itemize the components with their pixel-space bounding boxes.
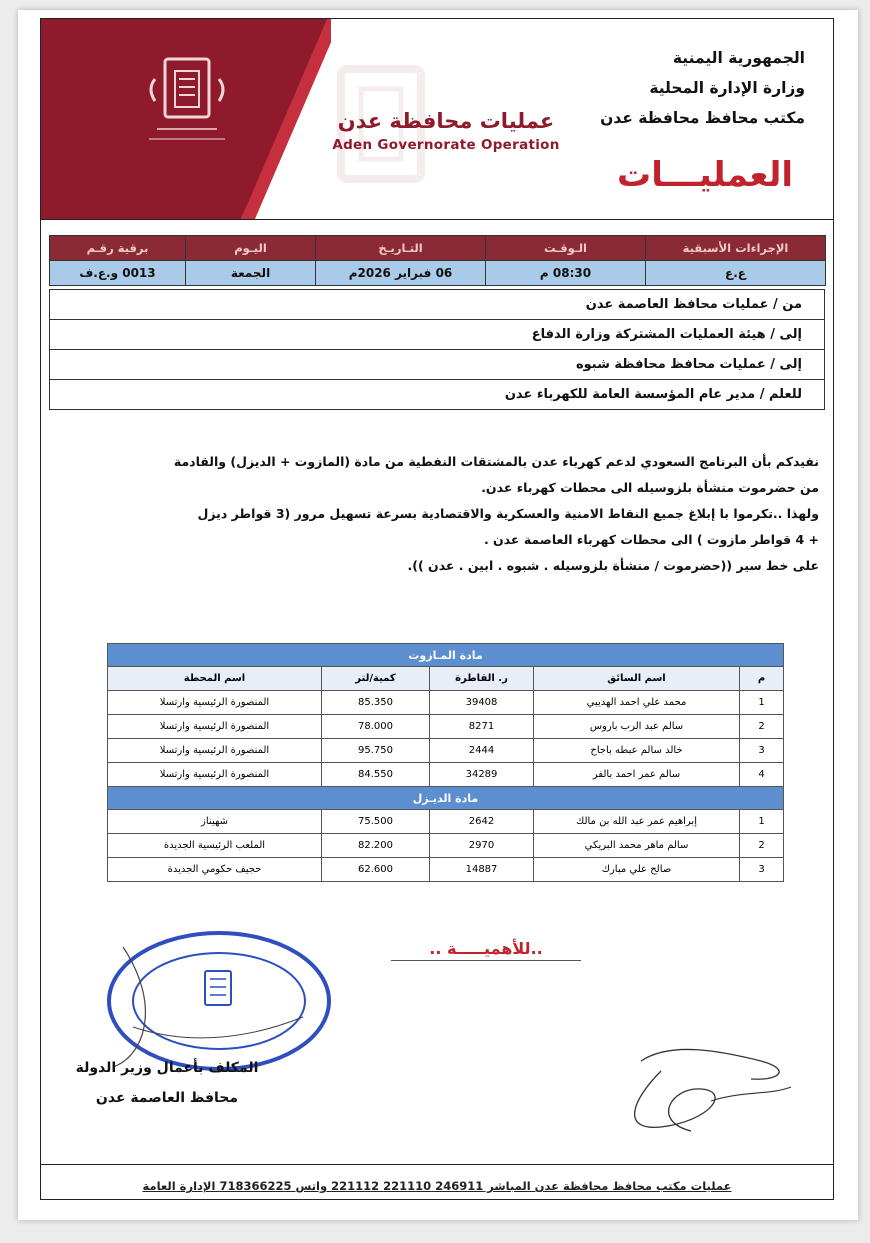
footer-divider (41, 1164, 833, 1165)
meta-number: 0013 و.ع.ف (50, 261, 186, 286)
cell: 62.600 (322, 858, 430, 882)
cell: 95.750 (322, 739, 430, 763)
table-row (108, 763, 784, 787)
government-lines (555, 43, 805, 133)
col-number: م (740, 667, 784, 691)
telegram-meta-table (49, 235, 826, 286)
cell: سالم عمر احمد بالفر (534, 763, 740, 787)
cell: 8271 (430, 715, 534, 739)
cell: 2444 (430, 739, 534, 763)
section-diesel: مادة الديـزل (108, 787, 784, 810)
table-row (108, 834, 784, 858)
message-body (59, 449, 819, 579)
meta-priority: ع.ع (646, 261, 826, 286)
body-line: + 4 قواطر مازوت ) الى محطات كهرباء العاصمة عدن . (483, 532, 819, 547)
cell: 14887 (430, 858, 534, 882)
cell: شهيناز (108, 810, 322, 834)
cell: الملعب الرئيسية الجديدة (108, 834, 322, 858)
cell: خالد سالم عبطه باجاح (534, 739, 740, 763)
col-quantity: كمية/لتر (322, 667, 430, 691)
cell: المنصورة الرئيسية وارتسلا (108, 739, 322, 763)
cell: 3 (740, 858, 784, 882)
cell: 85.350 (322, 691, 430, 715)
cell: المنصورة الرئيسية وارتسلا (108, 763, 322, 787)
col-station: اسم المحطة (108, 667, 322, 691)
meta-header-priority: الإجراءات الأسبقية (646, 236, 826, 261)
routing-to-defense: إلى / هيئة العمليات المشتركة وزارة الدفاع (49, 320, 825, 350)
cell: 2 (740, 715, 784, 739)
meta-day: الجمعة (186, 261, 316, 286)
body-line: على خط سير ((حضرموت / منشأة بلزوسيله . شبوه . ابين . عدن )). (407, 558, 819, 573)
cell: 75.500 (322, 810, 430, 834)
cell: 82.200 (322, 834, 430, 858)
table-row (108, 858, 784, 882)
operations-title: العمليـــات (617, 155, 793, 195)
section-mazut: مادة المـازوت (108, 644, 784, 667)
cell: 1 (740, 810, 784, 834)
tankers-table (107, 643, 784, 882)
meta-header-number: برقية رقـم (50, 236, 186, 261)
meta-header-time: الـوقـت (486, 236, 646, 261)
cell: سالم عبد الرب باروس (534, 715, 740, 739)
cell: 2970 (430, 834, 534, 858)
cell: حجيف حكومي الجديدة (108, 858, 322, 882)
routing-block (49, 289, 825, 410)
cell: 3 (740, 739, 784, 763)
office-line: مكتب محافظ محافظة عدن (600, 109, 805, 127)
col-driver: اسم السائق (534, 667, 740, 691)
table-row (108, 715, 784, 739)
table-row (108, 691, 784, 715)
routing-to-shabwa: إلى / عمليات محافظ محافظة شبوه (49, 350, 825, 380)
cell: 4 (740, 763, 784, 787)
footer-contacts: عمليات مكتب محافظ محافظة عدن المباشر 246911 221110 221112 واتس 718366225 الإدارة العامة (142, 1179, 732, 1193)
body-line: ولهذا ..تكرموا با إبلاغ جميع النقاط الامنية والعسكرية والاقتصادية بسرعة تسهيل مرور (3 قواطر ديزل (197, 506, 819, 521)
signatory-block (67, 1053, 267, 1113)
cell: 1 (740, 691, 784, 715)
col-truck: ر. القاطرة (430, 667, 534, 691)
signatory-office: محافظ العاصمة عدن (95, 1090, 239, 1106)
brand-english: Aden Governorate Operation (332, 137, 560, 153)
cell: 34289 (430, 763, 534, 787)
document-page (18, 10, 858, 1220)
routing-from: من / عمليات محافظ العاصمة عدن (49, 289, 825, 320)
letterhead (41, 19, 833, 220)
cell: 39408 (430, 691, 534, 715)
brand-arabic: عمليات محافظة عدن (337, 109, 555, 133)
body-line: من حضرموت منشأة بلزوسيله الى محطات كهرباء عدن. (481, 480, 819, 495)
cell: سالم ماهر محمد البريكي (534, 834, 740, 858)
table-row (108, 810, 784, 834)
routing-cc-electricity: للعلم / مدير عام المؤسسة العامة للكهرباء عدن (49, 380, 825, 410)
body-line: نفيدكم بأن البرنامج السعودي لدعم كهرباء عدن بالمشتقات النفطية من مادة (المازوت + الديزل) والقادمة (173, 454, 819, 469)
cell: المنصورة الرئيسية وارتسلا (108, 715, 322, 739)
cell: 78.000 (322, 715, 430, 739)
aden-operations-logo (127, 49, 247, 159)
document-frame (40, 18, 834, 1200)
cell: إبراهيم عمر عبد الله بن مالك (534, 810, 740, 834)
cell: صالح علي مبارك (534, 858, 740, 882)
meta-date: 06 فبراير 2026م (316, 261, 486, 286)
cell: 2 (740, 834, 784, 858)
meta-time: 08:30 م (486, 261, 646, 286)
handwritten-signature (601, 1031, 801, 1141)
signatory-title: المكلف بأعمال وزير الدولة (75, 1060, 259, 1076)
cell: محمد علي احمد الهديبي (534, 691, 740, 715)
ministry-line: وزارة الإدارة المحلية (649, 79, 805, 97)
cell: 84.550 (322, 763, 430, 787)
cell: المنصورة الرئيسية وارتسلا (108, 691, 322, 715)
importance-note: ..للأهميـــــة .. (391, 939, 581, 961)
meta-header-day: اليـوم (186, 236, 316, 261)
republic-line: الجمهورية اليمنية (672, 49, 805, 67)
table-row (108, 739, 784, 763)
cell: 2642 (430, 810, 534, 834)
meta-header-date: التـاريـخ (316, 236, 486, 261)
